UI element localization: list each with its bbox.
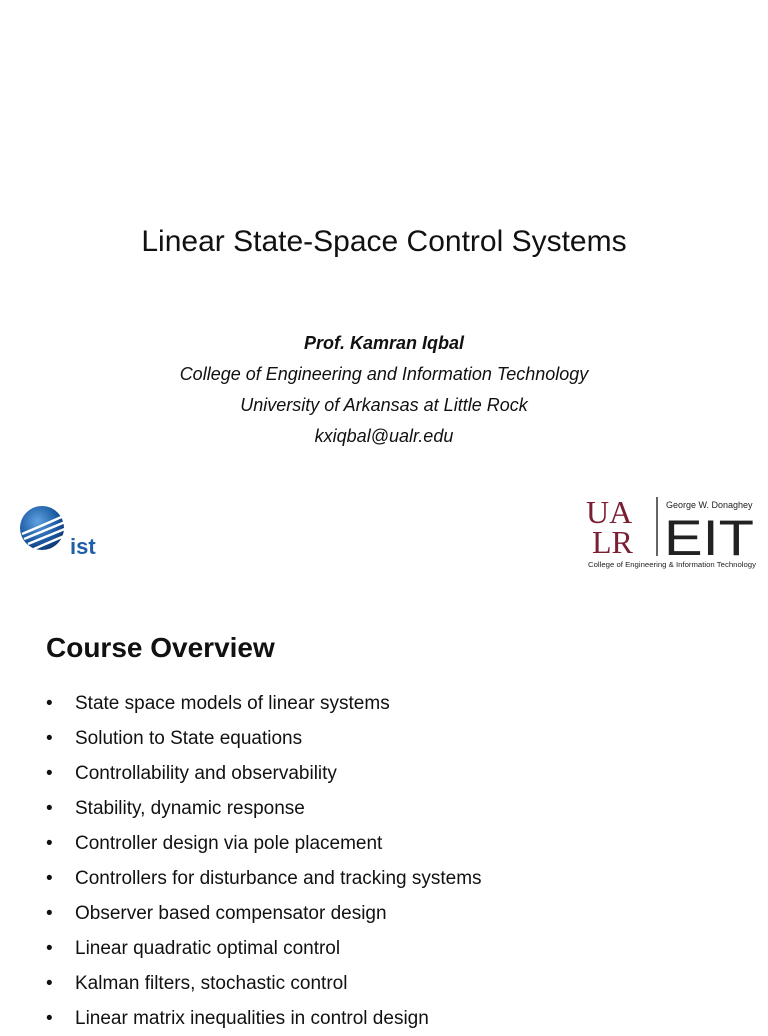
overview-item-text: Kalman filters, stochastic control bbox=[75, 973, 348, 994]
overview-item bbox=[46, 791, 482, 826]
ualr-logo-ua: UA bbox=[586, 494, 633, 530]
overview-item bbox=[46, 861, 482, 896]
overview-item-text: Controllability and observability bbox=[75, 763, 337, 784]
overview-item bbox=[46, 966, 482, 1001]
overview-item-text: State space models of linear systems bbox=[75, 693, 390, 714]
eit-logo-footer: College of Engineering & Information Technology bbox=[588, 562, 757, 569]
bullet-icon: • bbox=[46, 1008, 53, 1029]
overview-item bbox=[46, 826, 482, 861]
overview-item-text: Stability, dynamic response bbox=[75, 798, 305, 819]
overview-item bbox=[46, 931, 482, 966]
bullet-icon: • bbox=[46, 868, 53, 889]
author-name: Prof. Kamran Iqbal bbox=[303, 333, 465, 353]
ualr-logo-lr: LR bbox=[592, 524, 633, 560]
overview-item bbox=[46, 721, 482, 756]
bullet-icon: • bbox=[46, 728, 53, 749]
bullet-icon: • bbox=[46, 973, 53, 994]
overview-item-text: Controllers for disturbance and tracking systems bbox=[75, 868, 482, 889]
bullet-icon: • bbox=[46, 833, 53, 854]
bullet-icon: • bbox=[46, 693, 53, 714]
ist-logo-text: ist bbox=[70, 534, 96, 559]
overview-item-text: Controller design via pole placement bbox=[75, 833, 383, 854]
overview-item bbox=[46, 756, 482, 791]
overview-item-text: Linear matrix inequalities in control design bbox=[75, 1008, 429, 1029]
overview-item-text: Solution to State equations bbox=[75, 728, 303, 749]
overview-item bbox=[46, 686, 482, 721]
course-overview-title: Course Overview bbox=[46, 632, 275, 663]
bullet-icon: • bbox=[46, 938, 53, 959]
overview-item-text: Linear quadratic optimal control bbox=[75, 938, 341, 959]
ualr-eit-logo bbox=[584, 493, 760, 573]
ist-globe-icon bbox=[16, 504, 108, 560]
college-name: College of Engineering and Information Technology bbox=[179, 364, 589, 384]
author-block bbox=[0, 328, 768, 452]
eit-logo-wordmark: EIT bbox=[664, 510, 754, 566]
overview-item bbox=[46, 896, 482, 931]
course-overview-list bbox=[46, 686, 482, 1036]
bullet-icon: • bbox=[46, 763, 53, 784]
overview-item-text: Observer based compensator design bbox=[75, 903, 387, 924]
university-name: University of Arkansas at Little Rock bbox=[240, 395, 528, 415]
bullet-icon: • bbox=[46, 903, 53, 924]
slide-title: Linear State-Space Control Systems bbox=[141, 225, 627, 258]
bullet-icon: • bbox=[46, 798, 53, 819]
eit-logo-header: George W. Donaghey bbox=[666, 500, 753, 510]
author-email: kxiqbal@ualr.edu bbox=[314, 426, 454, 446]
overview-item bbox=[46, 1001, 482, 1036]
ist-logo bbox=[16, 504, 108, 560]
ualr-eit-icon bbox=[584, 493, 760, 573]
